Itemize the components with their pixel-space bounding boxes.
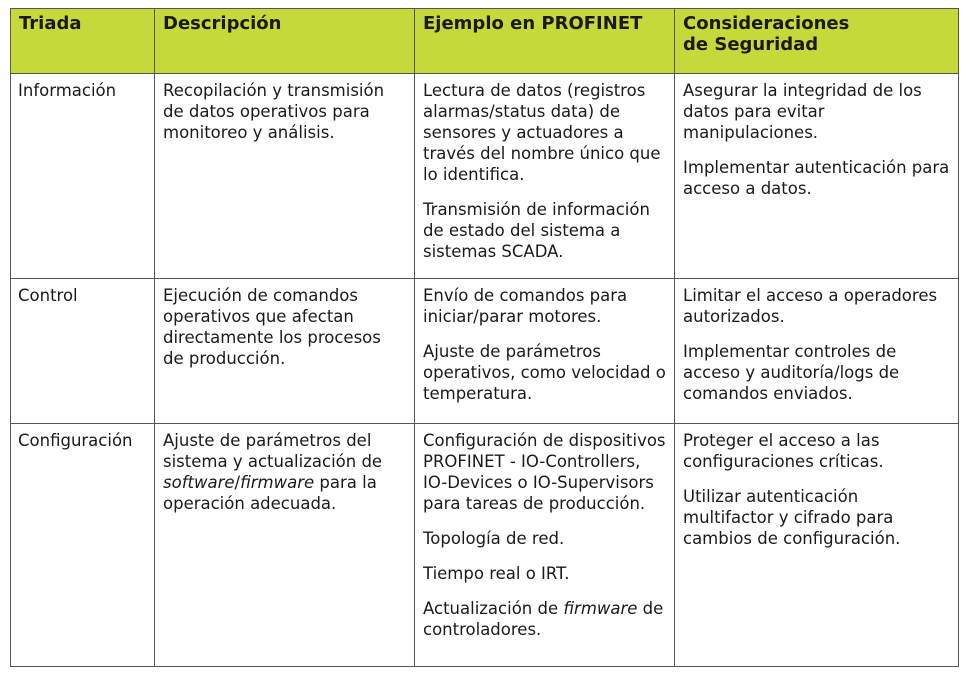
header-ejemplo: Ejemplo en PROFINET [415,9,675,74]
descripcion-text: Ajuste de parámetros del sistema y actualización de [163,431,383,471]
seguridad-paragraph: Limitar el acceso a operadores autorizados. [683,286,938,326]
cell-seguridad [675,424,959,667]
ejemplo-text: Actualización de [423,599,564,618]
header-consideraciones [675,9,959,74]
triada-table [10,8,959,667]
header-triada: Triada [11,9,155,74]
ejemplo-paragraph: Transmisión de información de estado del sistema a sistemas SCADA. [423,200,650,261]
header-descripcion: Descripción [155,9,415,74]
ejemplo-paragraph: Envío de comandos para iniciar/parar motores. [423,286,628,326]
table-row-informacion [11,74,959,279]
slash: / [234,473,241,492]
firmware-term: firmware [240,473,315,492]
seguridad-paragraph: Implementar autenticación para acceso a datos. [683,158,950,198]
cell-descripcion [155,424,415,667]
descripcion-text: para la operación adecuada. [163,473,377,513]
cell-seguridad [675,279,959,424]
cell-triada: Control [11,279,155,424]
cell-ejemplo [415,74,675,279]
cell-triada: Información [11,74,155,279]
cell-triada: Configuración [11,424,155,667]
cell-ejemplo [415,279,675,424]
cell-descripcion: Recopilación y transmisión de datos operativos para monitoreo y análisis. [155,74,415,279]
ejemplo-paragraph-firmware [423,598,666,640]
ejemplo-paragraph: Ajuste de parámetros operativos, como velocidad o temperatura. [423,342,666,403]
ejemplo-paragraph: Topología de red. [423,529,565,548]
table-row-configuracion [11,424,959,667]
seguridad-paragraph: Asegurar la integridad de los datos para evitar manipulaciones. [683,81,922,142]
cell-ejemplo [415,424,675,667]
seguridad-paragraph: Implementar controles de acceso y auditoría/logs de comandos enviados. [683,342,900,403]
ejemplo-paragraph: Lectura de datos (registros alarmas/status data) de sensores y actuadores a través del nombre único que lo identifica. [423,81,661,184]
header-consideraciones-line2: de Seguridad [683,34,819,55]
seguridad-paragraph: Proteger el acceso a las configuraciones críticas. [683,431,884,471]
cell-seguridad [675,74,959,279]
ejemplo-text: de controladores. [423,599,664,639]
ejemplo-paragraph: Configuración de dispositivos PROFINET - IO-Controllers, IO-Devices o IO-Supervisors para tareas de producción. [423,431,666,513]
software-term: software [163,473,235,492]
table-row-control [11,279,959,424]
header-consideraciones-line1: Consideraciones [683,13,850,34]
table-header-row [11,9,959,74]
ejemplo-paragraph: Tiempo real o IRT. [423,564,570,583]
cell-descripcion: Ejecución de comandos operativos que afectan directamente los procesos de producción. [155,279,415,424]
firmware-term: firmware [563,599,638,618]
seguridad-paragraph: Utilizar autenticación multifactor y cifrado para cambios de configuración. [683,487,901,548]
